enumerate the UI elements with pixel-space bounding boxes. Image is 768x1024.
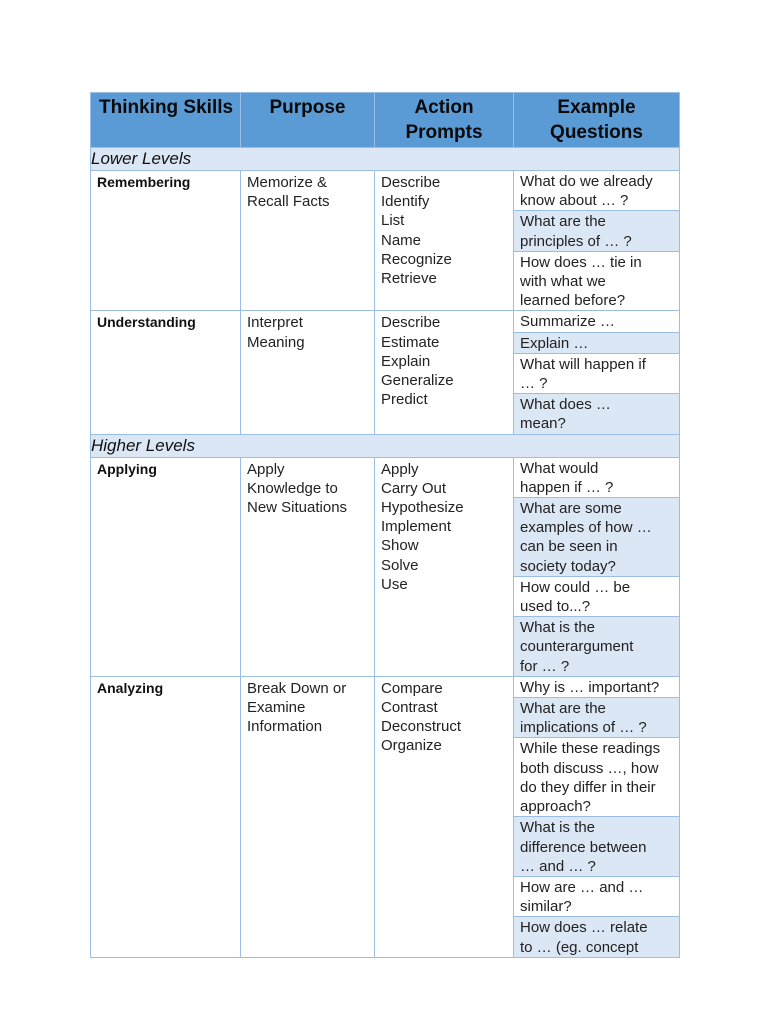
action-prompt: Solve (381, 556, 419, 574)
table-row (91, 676, 680, 957)
purpose-cell (241, 171, 375, 311)
question-line: for … ? (520, 657, 570, 675)
example-question (514, 211, 679, 251)
question-line: What will happen if (520, 355, 646, 373)
action-prompt: Carry Out (381, 479, 447, 497)
action-prompt: Recognize (381, 250, 452, 268)
question-line: difference between (520, 838, 647, 856)
example-question (514, 698, 679, 738)
example-question (514, 354, 679, 394)
level-row (91, 148, 680, 171)
thinking-skill-cell: Understanding (91, 311, 241, 434)
action-prompt: Contrast (381, 699, 438, 717)
purpose-cell (241, 676, 375, 957)
table-row (91, 457, 680, 676)
example-questions-cell (514, 457, 680, 676)
action-prompt: Hypothesize (381, 499, 464, 517)
question-line: learned before? (520, 292, 626, 310)
action-prompt: Generalize (381, 372, 454, 390)
example-question (514, 458, 679, 498)
level-row (91, 434, 680, 457)
example-question (514, 333, 679, 354)
question-line: How does … tie in (520, 253, 642, 271)
question-line: implications of … ? (520, 719, 647, 737)
thinking-skill-cell: Analyzing (91, 676, 241, 957)
question-line: How could … be (520, 578, 631, 596)
question-line: society today? (520, 557, 616, 575)
example-question (514, 252, 679, 311)
action-prompt: Retrieve (381, 270, 437, 288)
purpose-line: Break Down or (247, 679, 347, 697)
question-line: to … (eg. concept (520, 938, 639, 956)
action-prompts-cell (375, 457, 514, 676)
action-prompt: Compare (381, 679, 443, 697)
example-question (514, 171, 679, 211)
purpose-line: Recall Facts (247, 193, 330, 211)
question-line: What are some (520, 500, 622, 518)
question-line: What do we already (520, 173, 653, 190)
question-line: can be seen in (520, 538, 618, 556)
action-prompt: Organize (381, 737, 442, 755)
header-row (91, 93, 680, 148)
example-question (514, 677, 679, 698)
question-line: Summarize … (520, 313, 616, 331)
question-line: approach? (520, 798, 591, 816)
action-prompt: Identify (381, 193, 430, 211)
question-line: happen if … ? (520, 478, 614, 496)
question-line: know about … ? (520, 192, 629, 210)
purpose-line: New Situations (247, 499, 348, 517)
purpose-line: Information (247, 718, 323, 736)
header-action-prompts: Action Prompts (375, 93, 514, 148)
thinking-skills-table (90, 92, 680, 958)
question-line: similar? (520, 898, 572, 916)
thinking-skill-cell: Remembering (91, 171, 241, 311)
action-prompt: Predict (381, 391, 428, 409)
action-prompt: Deconstruct (381, 718, 462, 736)
example-question (514, 498, 679, 577)
question-line: What is the (520, 819, 596, 837)
question-line: both discuss …, how (520, 759, 659, 777)
question-line: … and … ? (520, 857, 596, 875)
thinking-skill-cell: Applying (91, 457, 241, 676)
question-line: What would (520, 459, 599, 477)
question-line: How does … relate (520, 919, 648, 937)
question-line: How are … and … (520, 878, 644, 896)
example-question (514, 877, 679, 917)
purpose-cell (241, 311, 375, 434)
purpose-line: Apply (247, 460, 285, 478)
question-line: with what we (520, 273, 606, 291)
action-prompt: Implement (381, 518, 452, 536)
question-line: used to...? (520, 598, 591, 616)
question-line: … ? (520, 375, 548, 393)
action-prompts-cell (375, 676, 514, 957)
question-line: Why is … important? (520, 678, 660, 696)
example-question (514, 817, 679, 877)
action-prompts-cell (375, 171, 514, 311)
question-line: counterargument (520, 638, 634, 656)
action-prompt: Explain (381, 352, 431, 370)
example-question (514, 617, 679, 676)
action-prompt: Describe (381, 314, 441, 332)
action-prompt: List (381, 212, 405, 230)
question-line: What does … (520, 396, 611, 414)
purpose-line: Examine (247, 699, 306, 717)
example-question (514, 311, 679, 332)
question-line: What are the (520, 213, 606, 231)
example-question (514, 394, 679, 433)
header-purpose: Purpose (241, 93, 375, 148)
example-questions-cell (514, 676, 680, 957)
action-prompt: Estimate (381, 333, 440, 351)
question-line: While these readings (520, 740, 661, 758)
level-label: Lower Levels (91, 148, 680, 171)
purpose-line: Interpret (247, 314, 303, 332)
action-prompts-cell (375, 311, 514, 434)
level-label: Higher Levels (91, 434, 680, 457)
question-line: mean? (520, 415, 566, 433)
question-line: What is the (520, 619, 596, 637)
header-thinking-skills: Thinking Skills (91, 93, 241, 148)
example-question (514, 577, 679, 617)
question-line: principles of … ? (520, 232, 632, 250)
table-row (91, 171, 680, 311)
action-prompt: Apply (381, 460, 419, 478)
table-body (91, 148, 680, 958)
example-questions-cell (514, 311, 680, 434)
action-prompt: Use (381, 575, 408, 593)
example-question (514, 738, 679, 817)
header-example-questions: Example Questions (514, 93, 680, 148)
question-line: do they differ in their (520, 778, 656, 796)
purpose-line: Meaning (247, 333, 305, 351)
purpose-line: Knowledge to (247, 479, 338, 497)
question-line: examples of how … (520, 519, 652, 537)
question-line: What are the (520, 700, 606, 718)
table-row (91, 311, 680, 434)
action-prompt: Name (381, 231, 422, 249)
purpose-line: Memorize & (247, 174, 328, 191)
question-line: Explain … (520, 334, 589, 352)
action-prompt: Show (381, 537, 419, 555)
purpose-cell (241, 457, 375, 676)
action-prompt: Describe (381, 174, 441, 191)
example-questions-cell (514, 171, 680, 311)
example-question (514, 917, 679, 956)
